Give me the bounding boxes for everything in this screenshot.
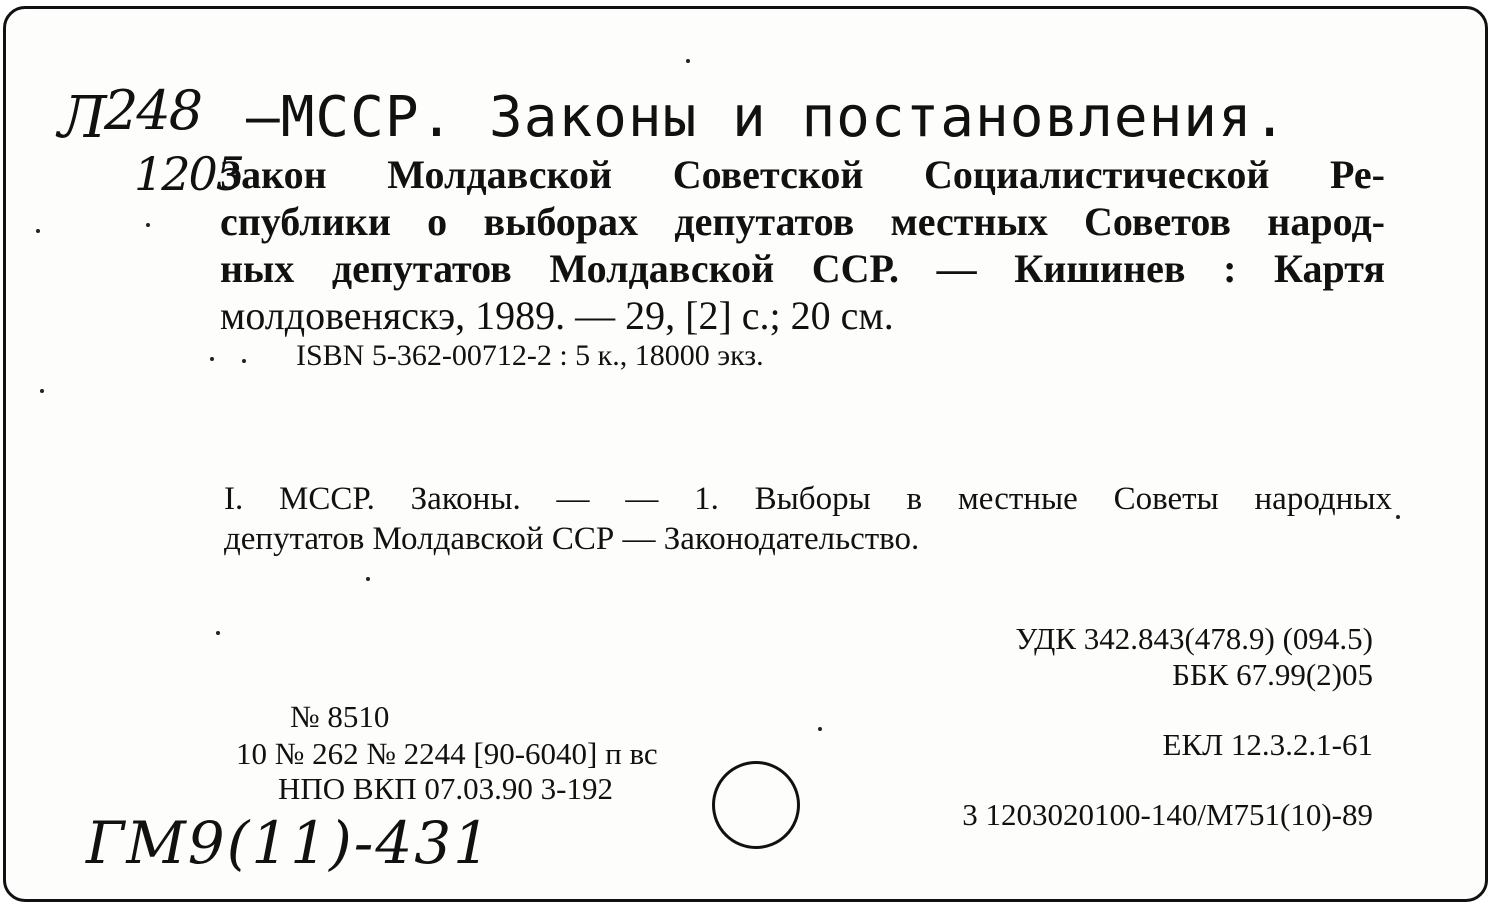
- tracing-line: депутатов Молдавской ССР — Законодательство.: [224, 521, 920, 557]
- ekl-code: ЕКЛ 12.3.2.1-61: [1162, 727, 1373, 762]
- handwritten-shelf-mark: ГМ9(11)-431: [86, 809, 493, 877]
- udk-code: УДК 342.843(478.9) (094.5): [1015, 621, 1373, 656]
- description-line: спублики о выборах депутатов местных Советов народ-: [220, 199, 1385, 244]
- description-line: молдовеняскэ, 1989. — 29, [2] с.; 20 см.: [220, 293, 894, 338]
- call-number-top: 248: [104, 79, 202, 142]
- speck: [242, 359, 246, 363]
- npo-line: НПО ВКП 07.03.90 3-192: [278, 771, 613, 806]
- speck: [818, 727, 822, 731]
- speck: [216, 631, 220, 635]
- heading: —МССР. Законы и постановления.: [246, 85, 1288, 150]
- speck: [366, 577, 370, 581]
- speck: [146, 223, 150, 227]
- classification-code: 3 1203020100-140/М751(10)-89: [962, 797, 1373, 832]
- description-line: ных депутатов Молдавской ССР. — Кишинев : Картя: [220, 246, 1385, 291]
- tracing: [224, 479, 1392, 559]
- speck: [210, 357, 214, 361]
- call-number-bottom: 1205: [134, 147, 244, 201]
- print-info-line: 10 № 262 № 2244 [90-6040] п вс: [236, 736, 658, 771]
- speck: [686, 59, 690, 63]
- speck: [40, 389, 44, 393]
- speck: [36, 229, 40, 233]
- stamp-circle: [712, 761, 800, 849]
- catalog-card: [3, 6, 1488, 902]
- isbn-line: ISBN 5-362-00712-2 : 5 к., 18000 экз.: [296, 339, 764, 372]
- description-line: Закон Молдавской Советской Социалистической Ре-: [220, 152, 1385, 197]
- order-number: № 8510: [290, 699, 390, 734]
- bbk-code: ББК 67.99(2)05: [1172, 657, 1373, 692]
- speck: [1396, 515, 1400, 519]
- call-letter: Л: [58, 83, 107, 151]
- tracing-line: I. МССР. Законы. — — 1. Выборы в местные Советы народных: [224, 481, 1392, 517]
- bibliographic-description: [220, 151, 1385, 339]
